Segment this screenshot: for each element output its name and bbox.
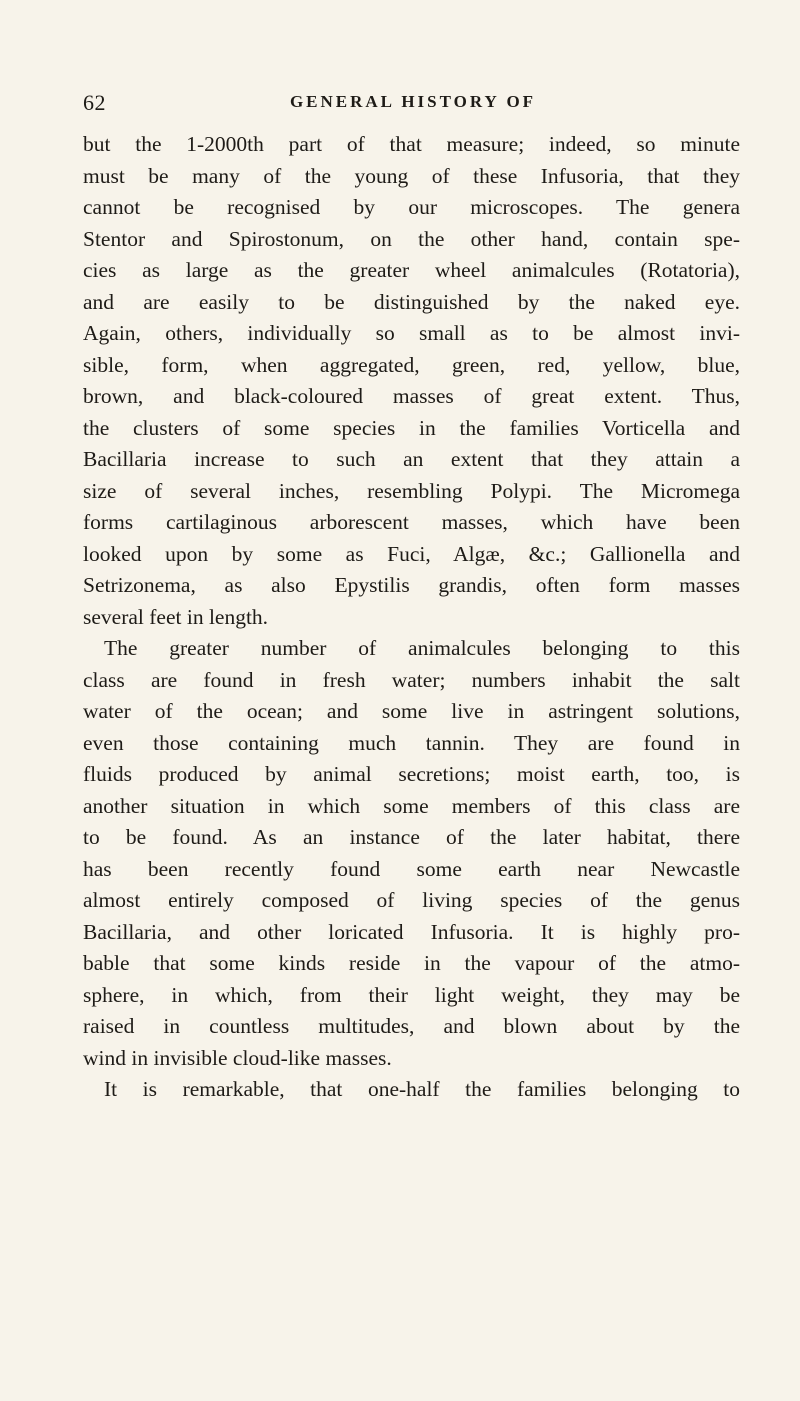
text-line: another situation in which some members of this class are [83, 793, 740, 818]
paragraph-end-line: wind in invisible cloud-like masses. [83, 1045, 392, 1070]
text-line: even those containing much tannin. They are found in [83, 730, 740, 755]
text-line: raised in countless multitudes, and blown about by the [83, 1014, 740, 1038]
paragraph-end-line: several feet in length. [83, 604, 269, 629]
text-line: forms cartilaginous arborescent masses, which have been [83, 510, 740, 534]
text-line: sible, form, when aggregated, green, red, yellow, blue, [83, 352, 740, 377]
text-line: Bacillaria, and other loricated Infusoria. It is highly pro- [83, 919, 740, 944]
text-line: cies as large as the greater wheel animalcules (Rotatoria), [83, 258, 740, 282]
body-text [83, 129, 740, 1106]
text-line: must be many of the young of these Infusoria, that they [83, 163, 740, 188]
paragraph-start-line: The greater number of animalcules belonging to this [104, 636, 740, 660]
page-header [83, 90, 743, 120]
text-line: has been recently found some earth near Newcastle [83, 856, 740, 881]
text-line: but the 1-2000th part of that measure; indeed, so minute [83, 132, 740, 156]
text-line: Again, others, individually so small as to be almost invi- [83, 321, 740, 345]
text-line: sphere, in which, from their light weight, they may be [83, 982, 740, 1007]
text-line: cannot be recognised by our microscopes. The genera [83, 195, 740, 219]
text-line: Setrizonema, as also Epystilis grandis, often form masses [83, 573, 740, 597]
page-number: 62 [83, 90, 106, 115]
text-line: looked upon by some as Fuci, Algæ, &c.; Gallionella and [83, 541, 740, 566]
text-line: to be found. As an instance of the later habitat, there [83, 825, 740, 849]
text-line: class are found in fresh water; numbers inhabit the salt [83, 667, 740, 692]
text-line: bable that some kinds reside in the vapour of the atmo- [83, 951, 740, 975]
text-line: almost entirely composed of living species of the genus [83, 888, 740, 912]
text-line: Bacillaria increase to such an extent that they attain a [83, 447, 740, 471]
text-line: water of the ocean; and some live in astringent solutions, [83, 699, 740, 723]
paragraph-start-line: It is remarkable, that one-half the families belonging to [104, 1077, 740, 1101]
running-head: GENERAL HISTORY OF [289, 92, 537, 111]
text-line: and are easily to be distinguished by the naked eye. [83, 289, 740, 314]
text-line: brown, and black-coloured masses of great extent. Thus, [83, 384, 740, 408]
text-line: the clusters of some species in the families Vorticella and [83, 415, 740, 440]
text-line: size of several inches, resembling Polypi. The Micromega [83, 478, 740, 503]
text-line: Stentor and Spirostonum, on the other hand, contain spe- [83, 226, 740, 251]
text-line: fluids produced by animal secretions; moist earth, too, is [83, 762, 740, 786]
